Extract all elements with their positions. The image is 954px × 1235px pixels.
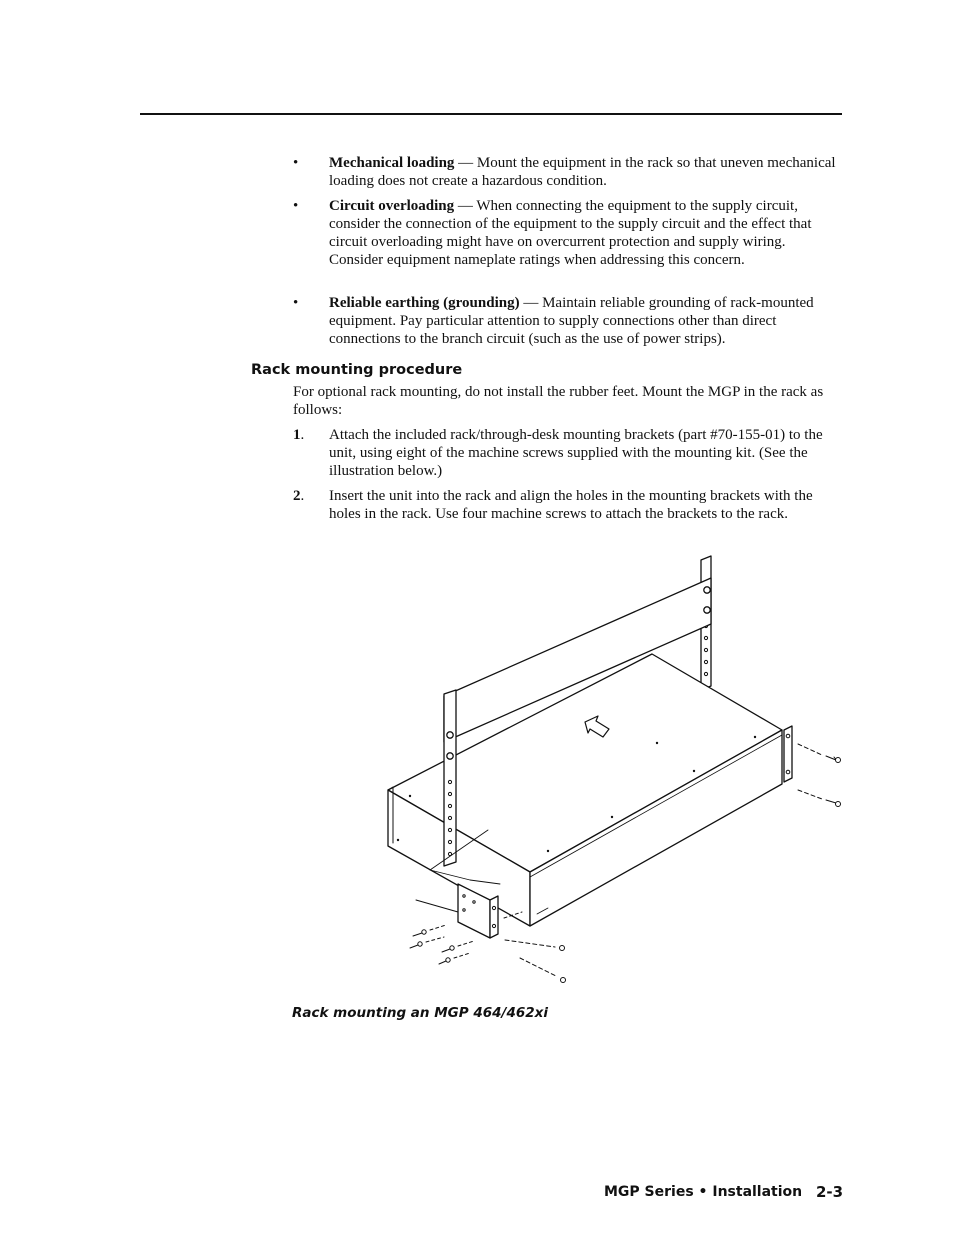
step-text: Insert the unit into the rack and align the holes in the mounting brackets with the holes in the rack. Use four machine screws to attach the brackets to the rack. [329,488,813,522]
step-text: Attach the included rack/through-desk mounting brackets (part #70-155-01) to the unit, using eight of the machine screws supplied with the mounting kit. (See the illustration below.) [329,427,823,479]
bullet-text: — Maintain reliable grounding of rack-mounted equipment. Pay particular attention to supply connections other than direct connections to the branch circuit (such as the use of power strips). [329,295,814,347]
bullet-term: Reliable earthing (grounding) [329,295,520,311]
right-mounting-bracket [784,726,792,782]
front-rack-rail [444,690,456,866]
bullet-text: — When connecting the equipment to the supply circuit, consider the connection of the equipment to the supply circuit and the effect that circuit overloading might have on overcurrent protection and supply wiring. Consider equipment nameplate ratings when addressing this concern. [329,198,812,268]
bullet-text: — Mount the equipment in the rack so that uneven mechanical loading does not create a hazardous condition. [329,155,836,189]
section-intro: For optional rack mounting, do not install the rubber feet. Mount the MGP in the rack as follows: [293,384,824,418]
header-rule [140,113,842,115]
rack-mounting-illustration [380,548,850,993]
bullet-mark: • [293,155,299,171]
page-number: 2-3 [816,1183,844,1201]
step-number: 2 [293,488,301,504]
section-heading: Rack mounting procedure [251,362,463,378]
figure-caption: Rack mounting an MGP 464/462xi [292,1005,548,1021]
right-screws [798,744,841,807]
bullet-term: Mechanical loading [329,155,455,171]
bullet-mark: • [293,198,299,214]
step-number: 1 [293,427,301,443]
bullet-term: Circuit overloading [329,198,455,214]
bullet-mark: • [293,295,299,311]
footer-title: MGP Series • Installation [604,1184,803,1200]
